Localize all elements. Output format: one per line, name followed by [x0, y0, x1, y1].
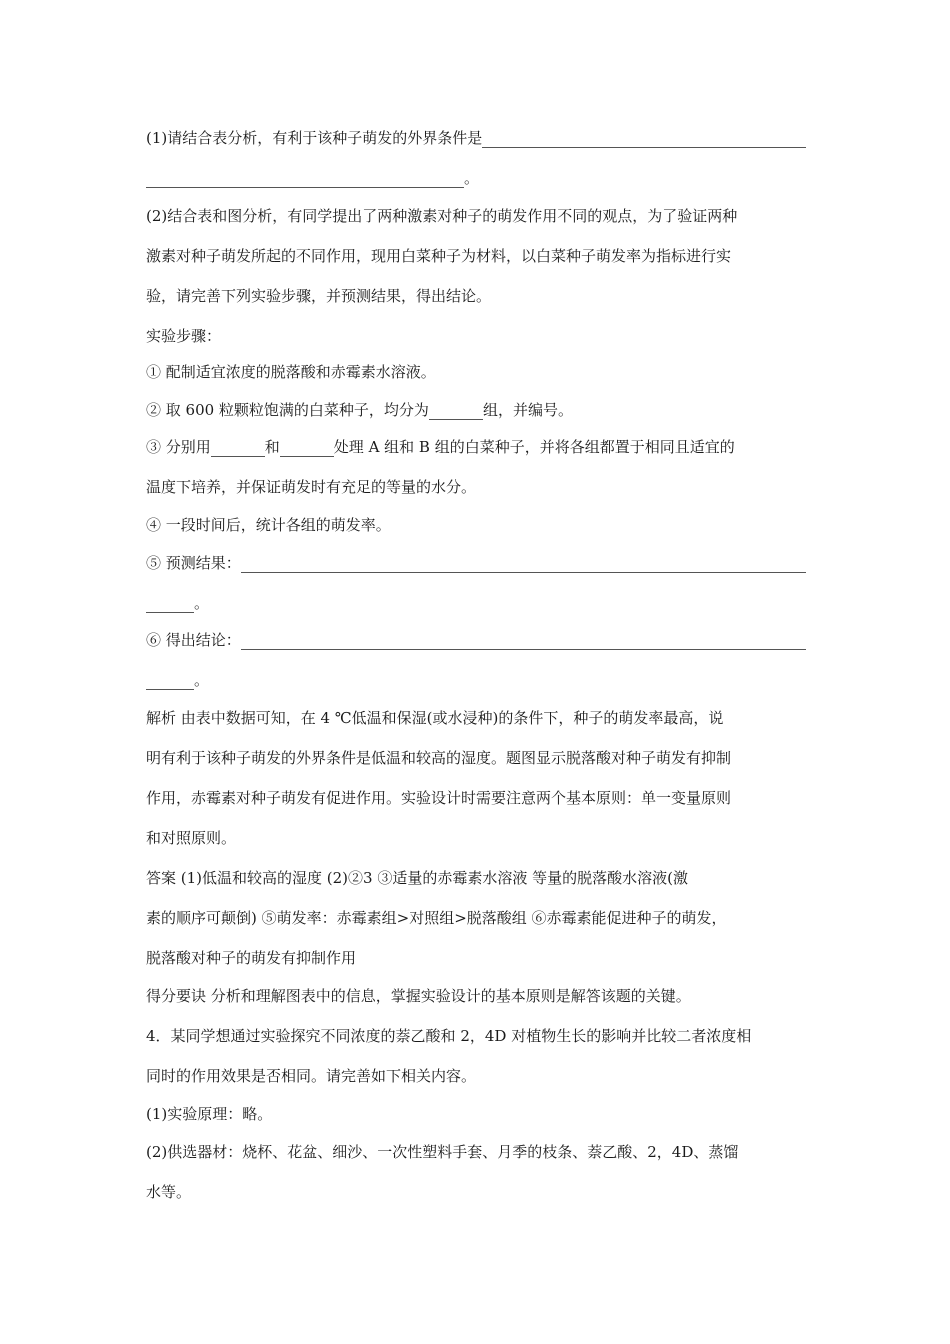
question-4-part-2-line-1: (2)供选器材：烧杯、花盆、细沙、一次性塑料手套、月季的枝条、萘乙酸、2，4D、蒸馏 — [146, 1143, 739, 1161]
question-2-line-1: (2)结合表和图分析，有同学提出了两种激素对种子的萌发作用不同的观点，为了验证两种 — [146, 207, 738, 225]
step-5 — [146, 553, 806, 573]
question-1-continuation — [146, 168, 806, 188]
step-2-text-end: 组，并编号。 — [482, 401, 573, 419]
answer-line-1: 答案 (1)低温和较高的湿度 (2)②3 ③适量的赤霉素水溶液 等量的脱落酸水溶液(激 — [146, 869, 688, 887]
step-2-text: ② 取 600 粒颗粒饱满的白菜种子，均分为 — [146, 401, 429, 419]
answer-blank[interactable] — [241, 557, 806, 573]
question-4-part-2-line-2: 水等。 — [146, 1183, 192, 1201]
answer-line-2: 素的顺序可颠倒) ⑤萌发率：赤霉素组>对照组>脱落酸组 ⑥赤霉素能促进种子的萌发， — [146, 909, 727, 927]
step-5-continuation — [146, 593, 806, 613]
step-5-label: ⑤ 预测结果： — [146, 554, 241, 572]
analysis-line-2: 明有利于该种子萌发的外界条件是低温和较高的湿度。题图显示脱落酸对种子萌发有抑制 — [146, 749, 732, 767]
step-6-label: ⑥ 得出结论： — [146, 631, 241, 649]
step-2 — [146, 400, 806, 420]
scoring-tip: 得分要诀 分析和理解图表中的信息，掌握实验设计的基本原则是解答该题的关键。 — [146, 987, 691, 1005]
answer-blank[interactable] — [146, 597, 194, 613]
question-4-line-1: 4．某同学想通过实验探究不同浓度的萘乙酸和 2，4D 对植物生长的影响并比较二者浓度相 — [146, 1027, 752, 1045]
answer-line-3: 脱落酸对种子的萌发有抑制作用 — [146, 949, 357, 967]
question-2-line-2: 激素对种子萌发所起的不同作用，现用白菜种子为材料，以白菜种子萌发率为指标进行实 — [146, 247, 732, 265]
period: 。 — [194, 594, 210, 612]
answer-blank[interactable] — [241, 634, 806, 650]
answer-blank[interactable] — [482, 132, 806, 148]
answer-blank[interactable] — [429, 404, 483, 420]
answer-blank[interactable] — [146, 674, 194, 690]
period: 。 — [464, 169, 480, 187]
step-3-text-cont: 处理 A 组和 B 组的白菜种子，并将各组都置于相同且适宜的 — [333, 438, 735, 456]
answer-blank[interactable] — [146, 172, 464, 188]
step-3-text: ③ 分别用 — [146, 438, 211, 456]
step-6-continuation — [146, 670, 806, 690]
question-2-line-3: 验，请完善下列实验步骤，并预测结果，得出结论。 — [146, 287, 492, 305]
analysis-line-1: 解析 由表中数据可知，在 4 ℃低温和保湿(或水浸种)的条件下，种子的萌发率最高，说 — [146, 709, 724, 727]
question-4-part-1: (1)实验原理：略。 — [146, 1105, 273, 1123]
step-6 — [146, 630, 806, 650]
step-4: ④ 一段时间后，统计各组的萌发率。 — [146, 516, 391, 534]
step-3 — [146, 437, 806, 457]
question-1 — [146, 128, 806, 148]
step-3-and: 和 — [264, 438, 280, 456]
question-4-line-2: 同时的作用效果是否相同。请完善如下相关内容。 — [146, 1067, 477, 1085]
steps-title: 实验步骤： — [146, 327, 222, 345]
question-1-text: (1)请结合表分析，有利于该种子萌发的外界条件是 — [146, 129, 483, 147]
step-1: ① 配制适宜浓度的脱落酸和赤霉素水溶液。 — [146, 363, 436, 381]
answer-blank[interactable] — [211, 441, 265, 457]
period: 。 — [194, 671, 210, 689]
analysis-line-3: 作用，赤霉素对种子萌发有促进作用。实验设计时需要注意两个基本原则：单一变量原则 — [146, 789, 732, 807]
analysis-line-4: 和对照原则。 — [146, 829, 237, 847]
answer-blank[interactable] — [280, 441, 334, 457]
step-3-line-2: 温度下培养，并保证萌发时有充足的等量的水分。 — [146, 478, 477, 496]
